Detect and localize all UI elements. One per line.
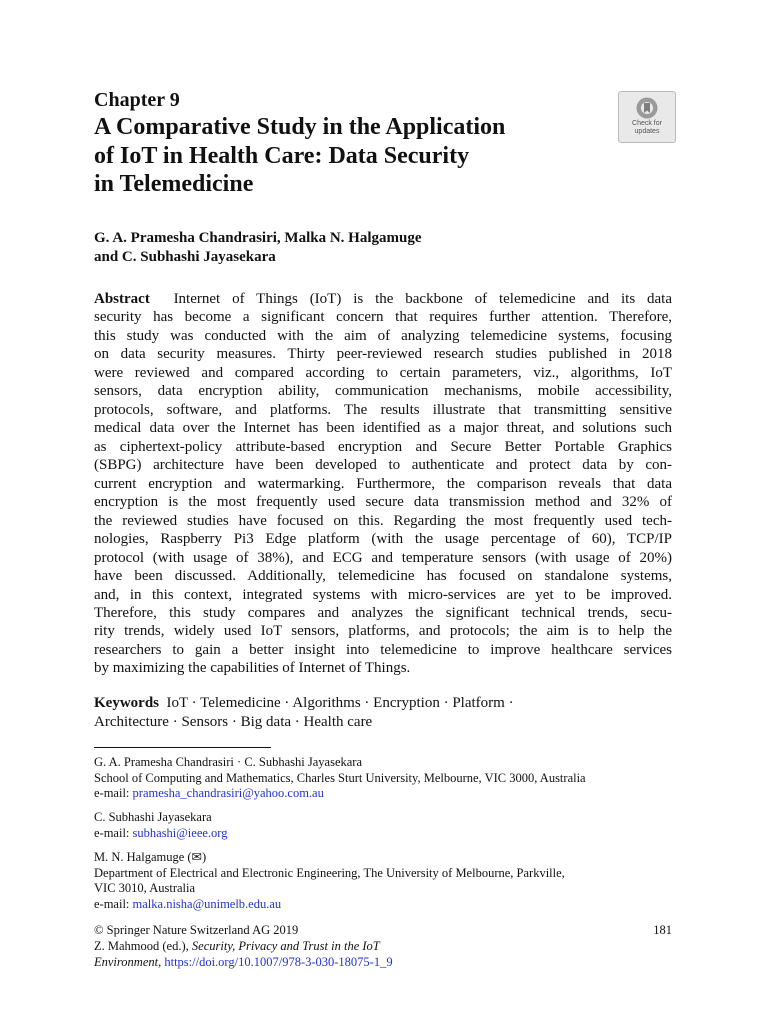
- title-line: in Telemedicine: [94, 171, 254, 197]
- author-list: [94, 229, 422, 267]
- abstract-line: by maximizing the capabilities of Internet of Things.: [94, 660, 411, 677]
- badge-label-line: updates: [634, 128, 660, 135]
- email-label: e-mail:: [94, 896, 130, 911]
- abstract-line: and, in this context, integrated systems with micro-services are yet to be improved.: [94, 586, 672, 603]
- abstract-line: rity trends, widely used IoT sensors, platforms, and protocols; the aim is to help the: [94, 623, 672, 640]
- affiliation-block: [94, 850, 565, 912]
- affiliation-names: M. N. Halgamuge (✉): [94, 850, 207, 864]
- abstract-line: security has become a significant concern that requires further attention. Therefore,: [94, 309, 672, 326]
- citation-line: Environment, https://doi.org/10.1007/978-3-030-18075-1_9: [94, 955, 393, 969]
- abstract-line: as ciphertext-policy attribute-based encryption and Secure Better Portable Graphics: [94, 438, 672, 455]
- keywords-heading: Keywords: [94, 695, 159, 711]
- abstract: [94, 290, 672, 678]
- abstract-line: this study was conducted with the aim of analyzing telemedicine systems, focusing: [94, 327, 672, 344]
- page-number: 181: [653, 923, 672, 937]
- abstract-line: (SBPG) architecture have been developed to authenticate and protect data by con-: [94, 457, 672, 474]
- copyright-line: [94, 922, 672, 938]
- affiliation-block: [94, 810, 227, 841]
- badge-label: [619, 120, 675, 136]
- abstract-line: Therefore, this study compares and analyzes the significant technical trends, secu-: [94, 604, 672, 621]
- abstract-line: encryption is the most frequently used secure data transmission method and 32% of: [94, 494, 672, 511]
- affiliation-names: C. Subhashi Jayasekara: [94, 810, 212, 824]
- book-title: Security, Privacy and Trust in the IoT: [191, 939, 380, 953]
- citation-line: [94, 938, 672, 954]
- affiliation-block: [94, 755, 586, 802]
- abstract-line: protocols, software, and platforms. The results illustrate that transmitting sensitive: [94, 401, 672, 418]
- editor: Z. Mahmood (ed.),: [94, 939, 189, 953]
- doi-link[interactable]: https://doi.org/10.1007/978-3-030-18075-1_9: [164, 955, 393, 969]
- author-line: and C. Subhashi Jayasekara: [94, 249, 276, 265]
- chapter-title: [94, 113, 614, 199]
- abstract-line-text: Internet of Things (IoT) is the backbone of telemedicine and its data: [173, 291, 672, 307]
- email-label: e-mail:: [94, 825, 130, 840]
- abstract-line: sensors, data encryption ability, communication mechanisms, mobile accessibility,: [94, 383, 672, 400]
- book-title: Environment: [94, 955, 159, 969]
- affiliation-email-line: [94, 897, 565, 913]
- keywords-text: IoT · Telemedicine · Algorithms · Encryption · Platform ·: [166, 695, 514, 711]
- footnote-divider: [94, 747, 271, 748]
- chapter-number: Chapter 9: [94, 89, 180, 111]
- abstract-line: nologies, Raspberry Pi3 Edge platform (with the usage percentage of 60), TCP/IP: [94, 531, 672, 548]
- abstract-line: have been discussed. Additionally, telemedicine has focused on standalone systems,: [94, 568, 672, 585]
- badge-label-line: Check for: [632, 120, 662, 127]
- keywords-line: Architecture · Sensors · Big data · Health care: [94, 714, 373, 730]
- affiliation-email-line: [94, 786, 586, 802]
- affiliation-institution: School of Computing and Mathematics, Charles Sturt University, Melbourne, VIC 3000, Australia: [94, 770, 586, 785]
- abstract-line: on data security measures. Thirty peer-reviewed research studies published in 2018: [94, 346, 672, 363]
- abstract-heading: Abstract: [94, 291, 150, 307]
- title-line: of IoT in Health Care: Data Security: [94, 142, 470, 169]
- abstract-line: were reviewed and compared according to certain parameters, viz., algorithms, IoT: [94, 364, 672, 381]
- abstract-line: protocol (with usage of 38%), and ECG and temperature sensors (with usage of 20%): [94, 549, 672, 566]
- affiliation-institution: VIC 3010, Australia: [94, 881, 196, 895]
- abstract-line: researchers to gain a better insight into telemedicine to improve healthcare services: [94, 641, 672, 658]
- abstract-line: current encryption and watermarking. Furthermore, the comparison reveals that data: [94, 475, 672, 492]
- email-label: e-mail:: [94, 786, 130, 800]
- keywords: [94, 694, 672, 732]
- check-for-updates-badge[interactable]: [618, 91, 676, 143]
- bookmark-icon: [635, 96, 659, 120]
- email-link[interactable]: subhashi@ieee.org: [132, 825, 228, 840]
- author-line: G. A. Pramesha Chandrasiri, Malka N. Halgamuge: [94, 230, 422, 246]
- abstract-line: [94, 290, 672, 308]
- keywords-line: [94, 694, 672, 713]
- copyright-block: [94, 922, 672, 970]
- abstract-line: medical data over the Internet has been identified as a major threat, and solutions such: [94, 420, 672, 437]
- affiliation-email-line: [94, 826, 227, 842]
- email-link[interactable]: pramesha_chandrasiri@yahoo.com.au: [132, 786, 324, 800]
- title-line: A Comparative Study in the Application: [94, 114, 506, 140]
- abstract-line: the reviewed studies have focused on this. Regarding the most frequently used tech-: [94, 512, 672, 529]
- copyright-text: © Springer Nature Switzerland AG 2019: [94, 923, 299, 937]
- email-link[interactable]: malka.nisha@unimelb.edu.au: [132, 896, 282, 911]
- affiliation-names: G. A. Pramesha Chandrasiri · C. Subhashi Jayasekara: [94, 755, 362, 769]
- affiliation-institution: Department of Electrical and Electronic Engineering, The University of Melbourne, Parkville,: [94, 865, 565, 880]
